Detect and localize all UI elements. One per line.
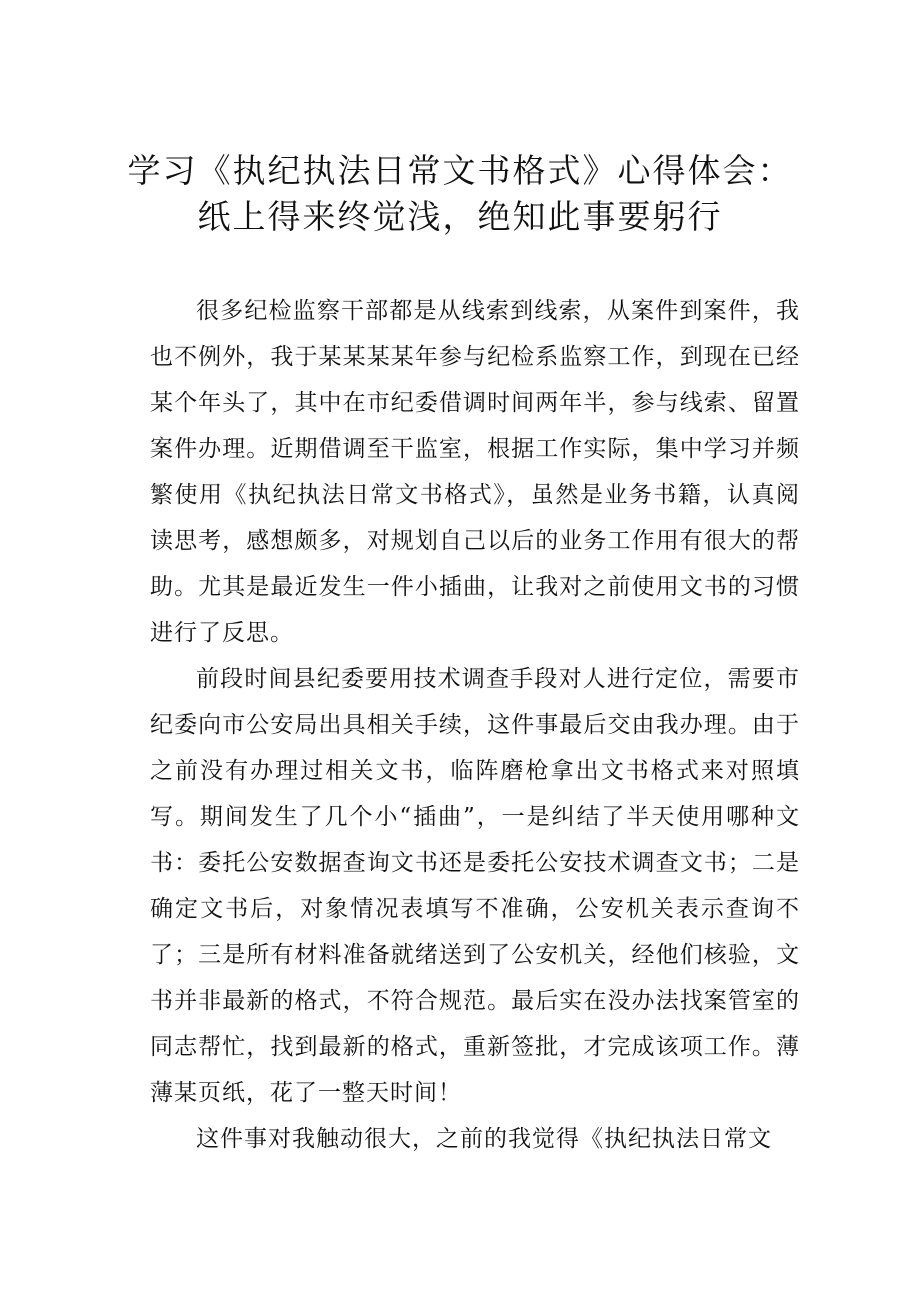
paragraph-2: 前段时间县纪委要用技术调查手段对人进行定位，需要市纪委向市公安局出具相关手续，这件事最后交由我办理。由于之前没有办理过相关文书，临阵磨枪拿出文书格式来对照填写。期间发生了几个小“插曲”，一是纠结了半天使用哪种文书：委托公安数据查询文书还是委托公安技术调查文书；二是确定文书后，对象情况表填写不准确，公安机关表示查询不了；三是所有材料准备就绪送到了公安机关，经他们核验，文书并非最新的格式，不符合规范。最后实在没办法找案管室的同志帮忙，找到最新的格式，重新签批，才完成该项工作。薄薄某页纸，花了一整天时间！: [150, 666, 800, 1106]
paragraph-1: 很多纪检监察干部都是从线索到线索，从案件到案件，我也不例外，我于某某某某年参与纪检系监察工作，到现在已经某个年头了，其中在市纪委借调时间两年半，参与线索、留置案件办理。近期借调至干监室，根据工作实际，集中学习并频繁使用《执纪执法日常文书格式》，虽然是业务书籍，认真阅读思考，感想颇多，对规划自己以后的业务工作用有很大的帮助。尤其是最近发生一件小插曲，让我对之前使用文书的习惯进行了反思。: [150, 298, 800, 646]
title-line-2: 纸上得来终觉浅，绝知此事要躬行: [197, 197, 723, 236]
document-title: [120, 148, 800, 240]
paragraph-3: 这件事对我触动很大，之前的我觉得《执纪执法日常文: [196, 1126, 772, 1152]
document-body: [150, 288, 800, 1162]
title-line-1: 学习《执纪执法日常文书格式》心得体会：: [127, 151, 793, 190]
